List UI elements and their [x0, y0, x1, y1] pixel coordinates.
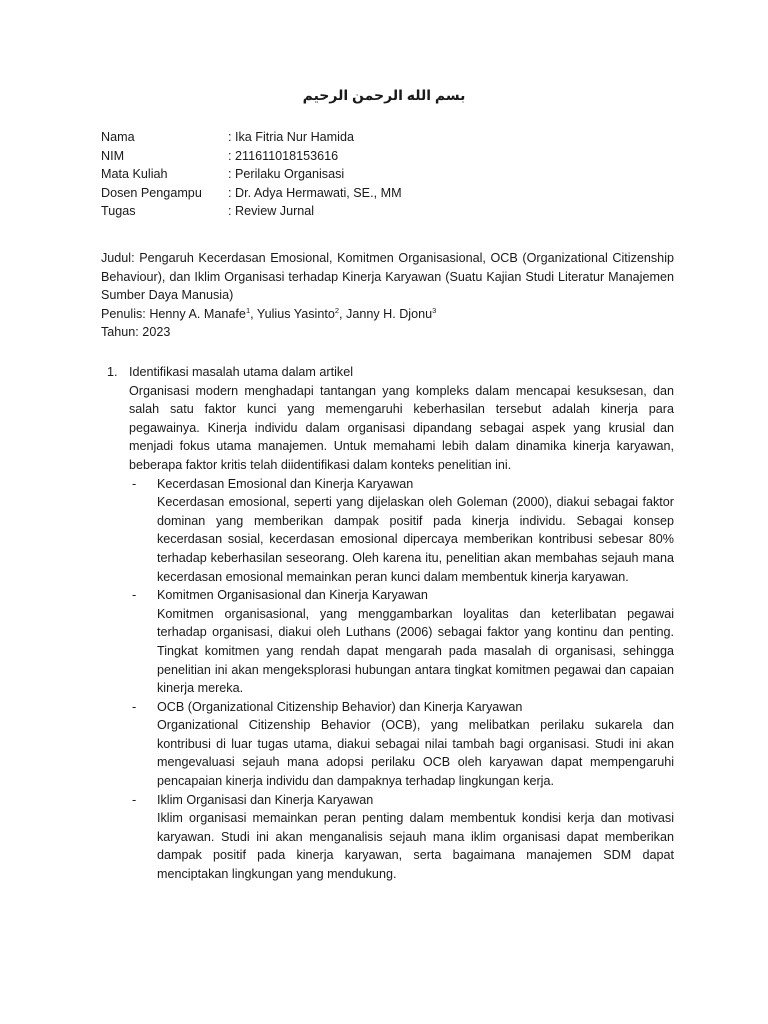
subpoint-title: Komitmen Organisasional dan Kinerja Karyawan [157, 588, 428, 603]
meta-value: : 211611018153616 [228, 148, 339, 163]
article-title: Judul: Pengaruh Kecerdasan Emosional, Komitmen Organisasional, OCB (Organizational Citizenship Behaviour), dan Iklim Organisasi terhadap Kinerja Karyawan (Suatu Kajian Studi Literatur Manajemen Sumber Daya Manusia) [101, 251, 674, 303]
author-separator: , [339, 306, 347, 321]
subpoint-text: Komitmen organisasional, yang menggambarkan loyalitas dan keterlibatan pegawai terhadap organisasi, diakui oleh Luthans (2006) sebagai faktor yang kontinu dan penting. Tingkat komitmen yang rendah dapat mengarah pada masalah di organisasi, sehingga penelitian ini akan mengeksplorasi hubungan antara tingkat komitmen pegawai dan capaian kinerja mereka. [157, 606, 674, 696]
subpoint-body-wrap [157, 586, 674, 698]
bullet-dash: - [132, 792, 137, 807]
meta-value: : Ika Fitria Nur Hamida [228, 130, 354, 144]
subpoint-ocb [129, 698, 674, 791]
meta-value: : Review Jurnal [228, 204, 315, 219]
author-affiliation: 1 [245, 305, 251, 315]
author-affiliation: 3 [432, 305, 437, 315]
subpoint-text: Kecerdasan emosional, seperti yang dijelaskan oleh Goleman (2000), diakui sebagai faktor dominan yang memberikan dampak positif pada kinerja individu. Sebagai konsep kecerdasan sosial, kecerdasan emosional dipercaya memberikan kontribusi sebesar 80% terhadap keberhasilan seseorang. Oleh karena itu, penelitian akan membahas sejauh mana kecerdasan emosional memainkan peran kunci dalam membentuk kinerja karyawan. [157, 495, 674, 584]
question-item [101, 363, 674, 884]
subpoint-text: Iklim organisasi memainkan peran penting dalam membentuk kondisi kerja dan motivasi karyawan. Studi ini akan menganalisis sejauh mana iklim organisasi dapat memberikan dampak positif pada kinerja karyawan, serta bagaimana manajemen SDM dapat menciptakan lingkungan yang mendukung. [157, 811, 674, 882]
subpoint-body-wrap [157, 698, 674, 791]
article-authors [101, 305, 674, 324]
subpoint-iklim-organisasi [129, 791, 674, 884]
question-intro: Organisasi modern menghadapi tantangan yang kompleks dalam mencapai kesuksesan, dan salah satu faktor kunci yang memengaruhi keberhasilan tersebut adalah kinerja para pegawainya. Kinerja individu dalam organisasi dipandang sebagai aspek yang krusial dan menjadi fokus utama manajemen. Untuk memahami lebih dalam dinamika kinerja karyawan, beberapa faktor kritis telah diidentifikasi dalam konteks penelitian ini. [129, 383, 674, 472]
meta-row-nama [101, 128, 671, 147]
bullet-dash: - [132, 476, 137, 491]
question-number: 1. [107, 365, 118, 379]
meta-label: Nama [101, 130, 135, 144]
meta-label: Dosen Pengampu [101, 185, 202, 200]
article-info [101, 249, 674, 342]
meta-label: Mata Kuliah [101, 167, 168, 182]
subpoint-title: Kecerdasan Emosional dan Kinerja Karyawan [157, 476, 414, 491]
meta-row-tugas [101, 202, 671, 221]
subpoint-body-wrap [157, 475, 674, 587]
meta-value: : Perilaku Organisasi [228, 167, 345, 182]
subpoint-body-wrap [157, 791, 674, 884]
question-body [129, 363, 674, 884]
subpoint-kecerdasan-emosional [129, 475, 674, 587]
meta-row-dosen [101, 184, 671, 203]
meta-row-nim [101, 147, 671, 166]
subpoint-title: Iklim Organisasi dan Kinerja Karyawan [157, 792, 374, 807]
author-affiliation: 2 [334, 305, 340, 315]
author-name: Henny A. Manafe [149, 306, 246, 321]
bullet-dash: - [132, 699, 137, 714]
subpoint-komitmen-organisasional [129, 586, 674, 698]
article-year: Tahun: 2023 [101, 325, 171, 340]
meta-value: : Dr. Adya Hermawati, SE., MM [228, 185, 402, 200]
review-content [101, 363, 674, 884]
meta-label: Tugas [101, 204, 136, 219]
bullet-dash: - [132, 588, 137, 603]
author-name: Janny H. Djonu [346, 306, 433, 321]
author-separator: , [250, 306, 257, 321]
basmalah-heading: بسم الله الرحمن الرحيم [302, 87, 466, 103]
subpoint-title: OCB (Organizational Citizenship Behavior) dan Kinerja Karyawan [157, 699, 523, 714]
authors-prefix: Penulis: [101, 306, 150, 321]
meta-row-mata-kuliah [101, 165, 671, 184]
student-info [101, 128, 671, 221]
author-name: Yulius Yasinto [256, 306, 335, 321]
subpoint-text: Organizational Citizenship Behavior (OCB), yang melibatkan perilaku sukarela dan kontribusi di luar tugas utama, diakui sebagai nilai tambah bagi organisasi. Studi ini akan mengevaluasi sejauh mana adopsi perilaku OCB oleh karyawan dapat mempengaruhi pencapaian kinerja individu dan dampaknya terhadap lingkungan kerja. [157, 718, 674, 789]
question-title: Identifikasi masalah utama dalam artikel [129, 365, 353, 379]
meta-label: NIM [101, 148, 125, 163]
